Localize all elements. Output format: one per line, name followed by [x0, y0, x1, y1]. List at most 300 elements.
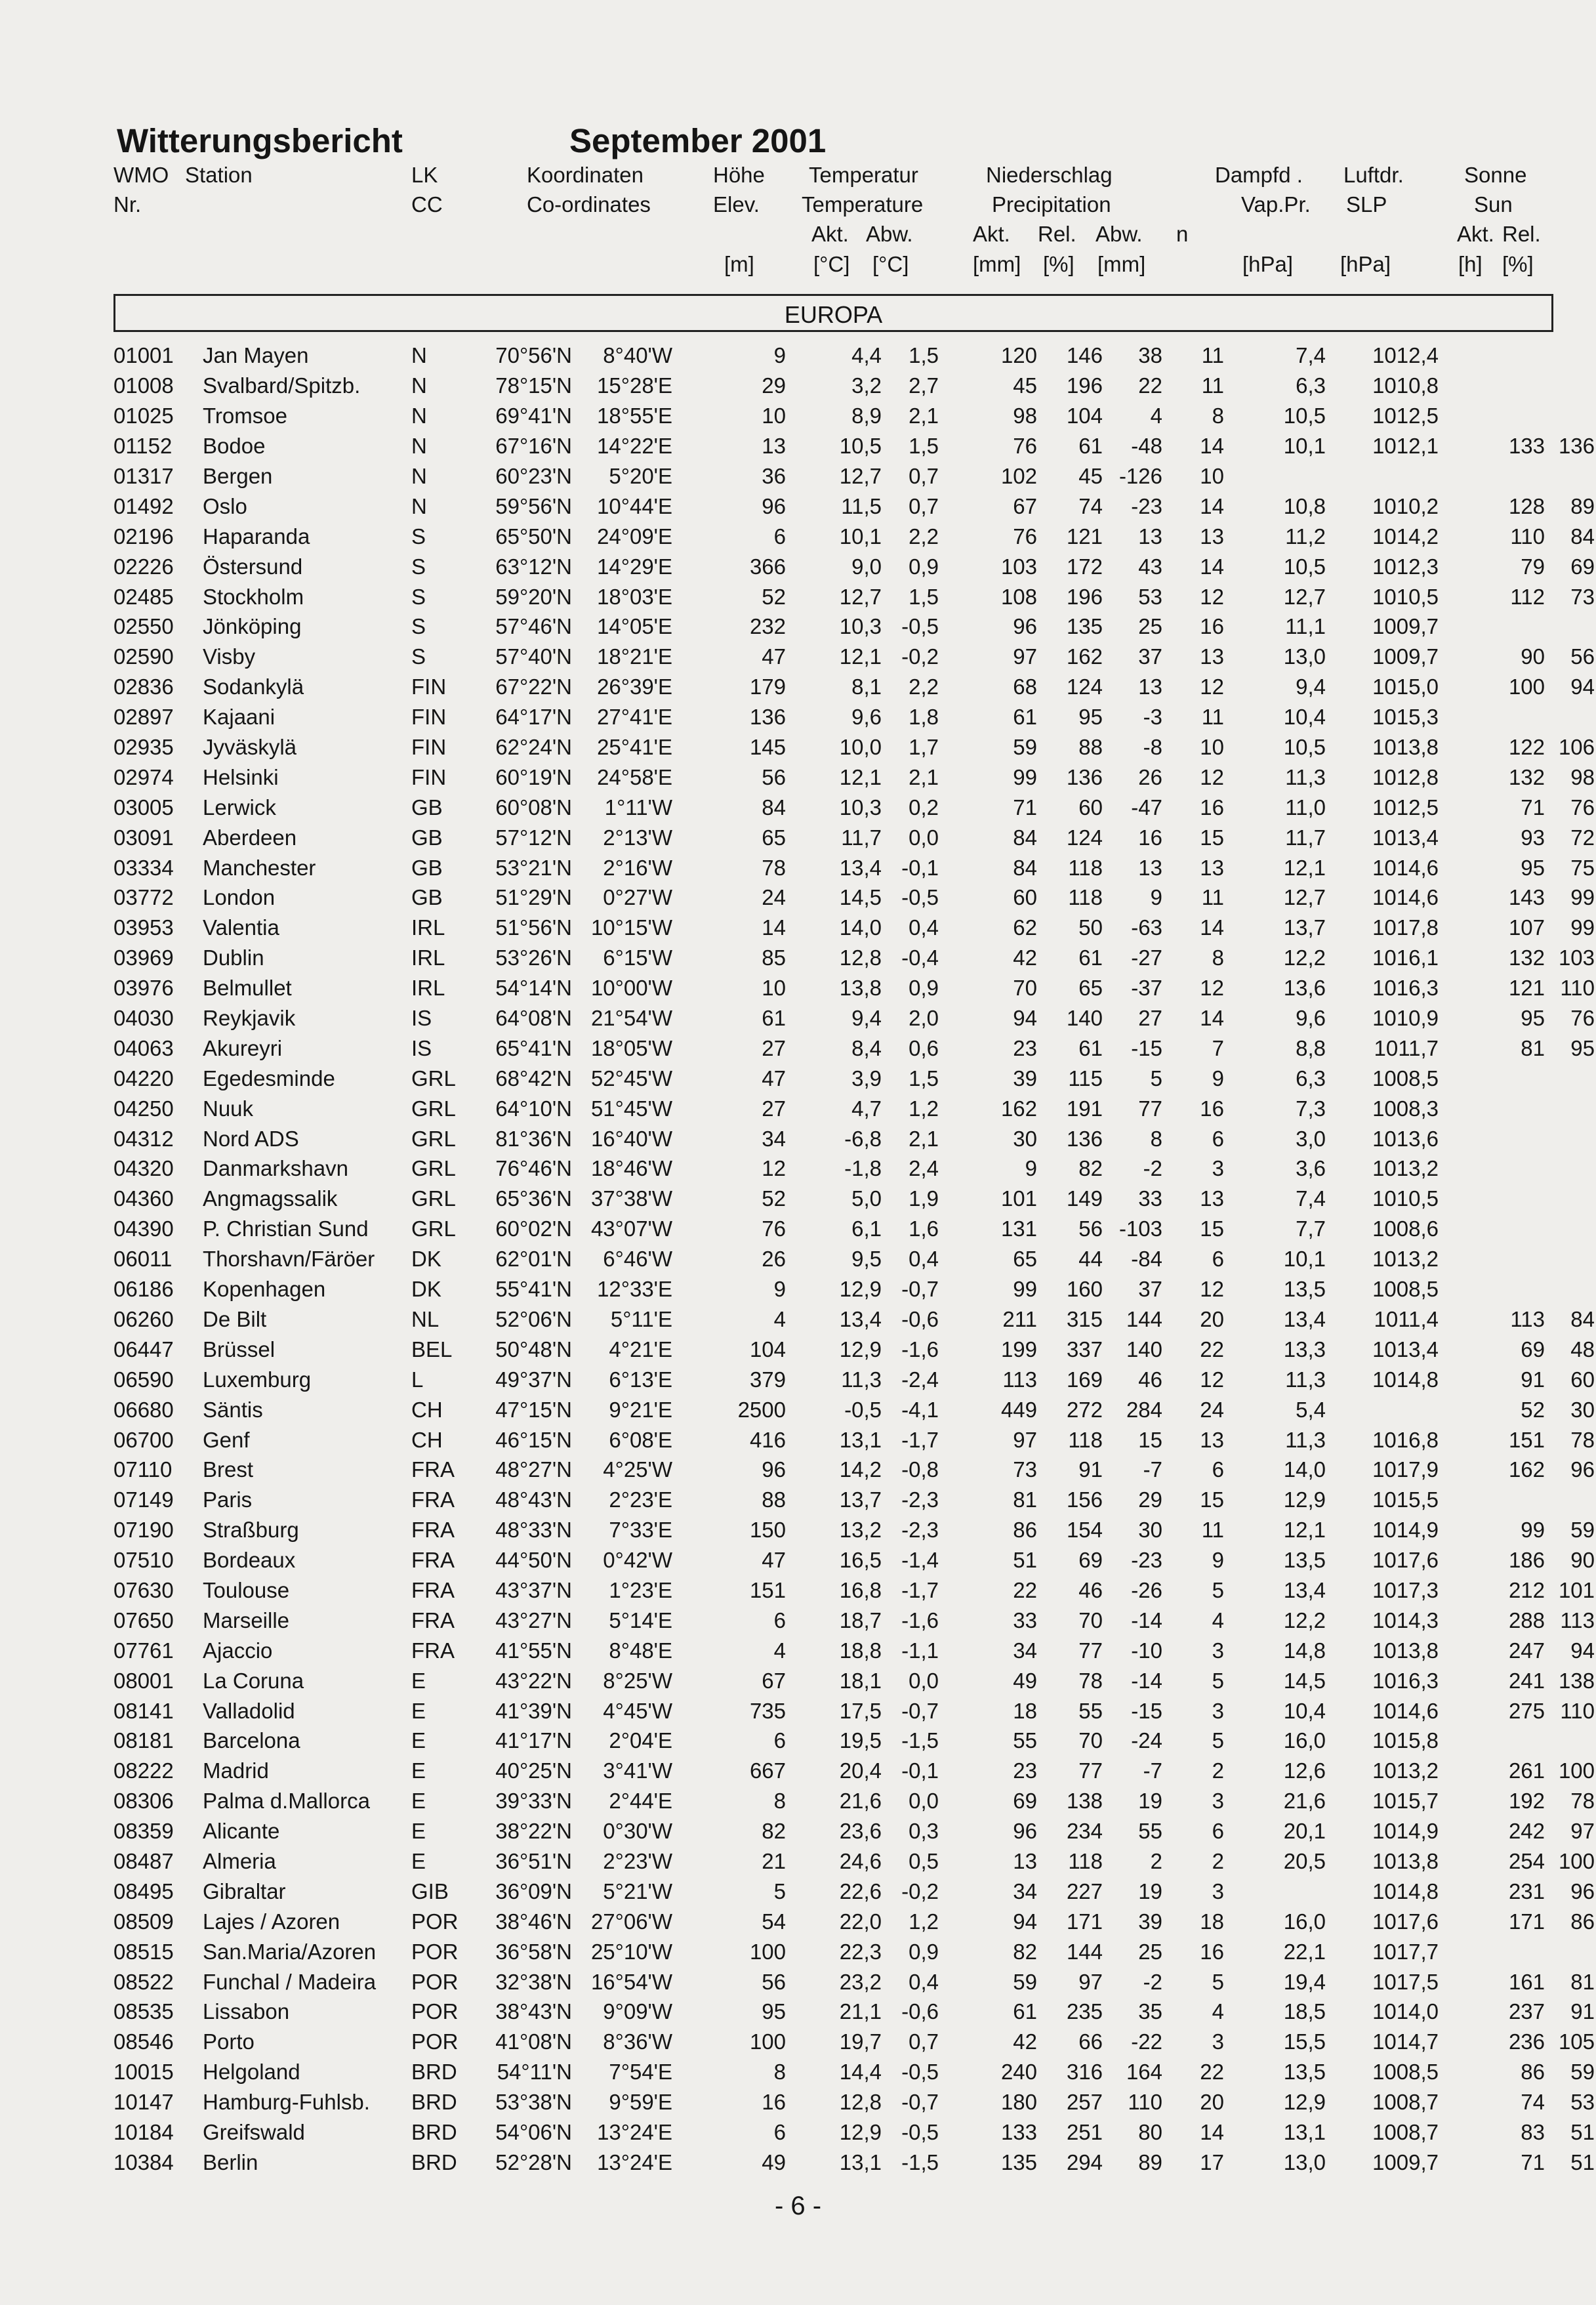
cell-temp-akt: 14,5 [839, 885, 882, 910]
table-row [113, 1274, 1595, 1304]
cell-precip-abw: -47 [1131, 795, 1162, 820]
cell-sun-akt [1439, 1214, 1545, 1244]
cell-lon: 8°48'E [609, 1638, 672, 1663]
cell-elev: 52 [762, 1186, 786, 1211]
hdr-temperatur: Temperatur [809, 163, 918, 187]
cell-sun-akt: 231 [1508, 1879, 1545, 1903]
cell-sun-akt [1439, 1726, 1545, 1756]
cell-elev: 96 [762, 493, 786, 518]
cell-precip-akt: 180 [1000, 2090, 1037, 2115]
cell-precip-akt: 60 [1013, 885, 1037, 910]
table-row [113, 1695, 1595, 1726]
cell-vap-pr: 13,0 [1283, 2149, 1326, 2174]
cell-precip-abw: 2 [1150, 1848, 1162, 1873]
cell-sun-rel [1545, 1274, 1595, 1304]
cell-precip-abw: -7 [1143, 1457, 1162, 1482]
cell-temp-abw: -2,3 [901, 1487, 939, 1512]
table-row [113, 1364, 1595, 1394]
cell-temp-abw: -1,6 [901, 1337, 939, 1361]
cell-elev: 56 [762, 1969, 786, 1994]
cell-precip-akt: 9 [1025, 1156, 1037, 1181]
cell-lat: 44°50'N [495, 1548, 572, 1573]
cell-precip-abw: -10 [1131, 1638, 1162, 1663]
cell-precip-abw: -8 [1143, 735, 1162, 760]
cell-sun-rel [1545, 1123, 1595, 1153]
table-row [113, 1846, 1595, 1877]
cell-wmo: 08535 [113, 1999, 174, 2024]
cell-slp: 1016,8 [1372, 1427, 1439, 1452]
cell-lk: POR [411, 1909, 459, 1934]
cell-wmo: 03976 [113, 976, 174, 1001]
cell-sun-rel: 51 [1570, 2119, 1595, 2144]
cell-wmo: 06590 [113, 1367, 174, 1392]
cell-sun-akt: 100 [1508, 675, 1545, 699]
cell-precip-rel: 124 [1066, 675, 1103, 699]
cell-slp: 1010,5 [1372, 1186, 1439, 1211]
cell-wmo: 08522 [113, 1969, 174, 1994]
cell-precip-abw: 9 [1150, 885, 1162, 910]
cell-sun-rel: 100 [1558, 1848, 1595, 1873]
cell-sun-rel: 106 [1558, 735, 1595, 760]
cell-vap-pr: 13,1 [1283, 2119, 1326, 2144]
cell-wmo: 07630 [113, 1577, 174, 1602]
table-row [113, 1635, 1595, 1665]
cell-slp: 1017,6 [1372, 1909, 1439, 1934]
cell-precip-rel: 55 [1078, 1698, 1103, 1723]
cell-lk: GRL [411, 1066, 456, 1090]
cell-precip-abw: -48 [1131, 434, 1162, 459]
cell-precip-n: 15 [1200, 825, 1224, 850]
cell-precip-abw: 284 [1126, 1397, 1162, 1422]
cell-temp-abw: -0,7 [901, 1698, 939, 1723]
cell-temp-abw: 2,7 [909, 373, 939, 398]
cell-precip-akt: 211 [1002, 1306, 1037, 1331]
table-row [113, 612, 1595, 642]
cell-precip-rel: 45 [1078, 464, 1103, 488]
cell-precip-akt: 55 [1013, 1728, 1037, 1753]
cell-slp: 1010,8 [1372, 373, 1439, 398]
cell-lk: IRL [411, 915, 445, 940]
cell-lon: 18°03'E [597, 584, 672, 609]
table-row [113, 822, 1595, 852]
hdr-unit-c2: [°C] [872, 252, 909, 276]
cell-precip-rel: 138 [1066, 1789, 1103, 1814]
cell-temp-abw: 0,9 [909, 554, 939, 579]
cell-temp-abw: 0,9 [909, 1939, 939, 1964]
cell-lon: 2°23'E [609, 1487, 672, 1512]
cell-wmo: 06700 [113, 1427, 174, 1452]
cell-temp-abw: -0,5 [901, 614, 939, 639]
cell-temp-akt: 13,4 [839, 855, 882, 880]
cell-wmo: 08546 [113, 2029, 174, 2054]
hdr-niederschlag: Niederschlag [986, 163, 1113, 187]
hdr-unit-h: [h] [1458, 252, 1483, 276]
cell-temp-akt: 12,8 [839, 2090, 882, 2115]
cell-lat: 65°41'N [495, 1035, 572, 1060]
cell-precip-rel: 144 [1066, 1939, 1103, 1964]
cell-lat: 57°40'N [495, 644, 572, 669]
cell-precip-rel: 95 [1078, 705, 1103, 730]
table-row [113, 732, 1595, 762]
cell-temp-abw: -0,1 [901, 855, 939, 880]
cell-precip-n: 12 [1200, 976, 1224, 1001]
cell-lk: FRA [411, 1457, 455, 1482]
cell-wmo: 08141 [113, 1698, 174, 1723]
cell-sun-akt: 107 [1508, 915, 1545, 940]
cell-station: Valentia [203, 915, 279, 940]
cell-slp: 1008,5 [1372, 1277, 1439, 1302]
cell-precip-n: 7 [1212, 1035, 1224, 1060]
cell-elev: 6 [773, 2119, 786, 2144]
cell-temp-akt: 9,5 [851, 1247, 882, 1272]
cell-precip-rel: 160 [1066, 1277, 1103, 1302]
table-row [113, 1455, 1595, 1485]
cell-slp: 1015,0 [1372, 675, 1439, 699]
cell-sun-rel [1545, 1063, 1595, 1093]
cell-precip-akt: 99 [1013, 1277, 1037, 1302]
cell-precip-rel: 44 [1078, 1247, 1103, 1272]
cell-sun-akt [1439, 401, 1545, 431]
cell-lat: 60°08'N [495, 795, 572, 820]
cell-station: Brüssel [203, 1337, 276, 1361]
cell-sun-akt: 69 [1521, 1337, 1545, 1361]
cell-sun-rel: 78 [1570, 1789, 1595, 1814]
cell-vap-pr: 11,3 [1285, 1427, 1326, 1452]
cell-lat: 54°06'N [495, 2119, 572, 2144]
cell-temp-abw: -1,7 [901, 1577, 939, 1602]
cell-temp-akt: 11,3 [841, 1367, 882, 1392]
cell-elev: 21 [762, 1848, 786, 1873]
cell-elev: 735 [749, 1698, 786, 1723]
cell-sun-akt: 247 [1508, 1638, 1545, 1663]
cell-precip-n: 16 [1200, 1096, 1224, 1121]
cell-station: Ajaccio [203, 1638, 273, 1663]
cell-sun-akt: 192 [1508, 1789, 1545, 1814]
cell-lat: 50°48'N [495, 1337, 572, 1361]
cell-sun-akt: 95 [1521, 1006, 1545, 1031]
table-row [113, 702, 1595, 732]
table-row [113, 1726, 1595, 1756]
cell-elev: 4 [773, 1306, 786, 1331]
cell-lat: 60°19'N [495, 764, 572, 789]
cell-station: Alicante [203, 1819, 280, 1844]
cell-station: Greifswald [203, 2119, 305, 2144]
cell-precip-akt: 131 [1000, 1216, 1037, 1241]
cell-lk: N [411, 493, 427, 518]
cell-precip-akt: 120 [1000, 343, 1037, 368]
cell-elev: 54 [762, 1909, 786, 1934]
table-row [113, 1334, 1595, 1364]
cell-wmo: 03772 [113, 885, 174, 910]
cell-precip-abw: 13 [1138, 524, 1162, 549]
cell-slp: 1010,9 [1372, 1006, 1439, 1031]
cell-vap-pr: 12,9 [1283, 2090, 1326, 2115]
cell-lk: N [411, 373, 427, 398]
cell-wmo: 01152 [113, 434, 173, 459]
cell-station: De Bilt [203, 1306, 267, 1331]
cell-vap-pr: 8,8 [1296, 1035, 1326, 1060]
cell-wmo: 08495 [113, 1879, 174, 1903]
cell-station: Bergen [203, 464, 273, 488]
cell-slp: 1009,7 [1372, 644, 1439, 669]
cell-vap-pr: 10,1 [1283, 434, 1326, 459]
cell-temp-abw: 0,5 [909, 1848, 939, 1873]
cell-wmo: 01001 [113, 343, 174, 368]
cell-sun-rel [1545, 1184, 1595, 1214]
cell-precip-n: 13 [1200, 855, 1224, 880]
cell-lon: 6°08'E [609, 1427, 672, 1452]
cell-precip-abw: -103 [1118, 1216, 1162, 1241]
table-row [113, 2087, 1595, 2117]
cell-slp: 1017,3 [1372, 1577, 1439, 1602]
cell-precip-abw: 5 [1150, 1066, 1162, 1090]
cell-lk: GRL [411, 1216, 456, 1241]
cell-lk: E [411, 1668, 426, 1693]
cell-elev: 49 [762, 2149, 786, 2174]
cell-lk: FRA [411, 1487, 455, 1512]
cell-temp-abw: 1,8 [909, 705, 939, 730]
cell-precip-n: 13 [1200, 644, 1224, 669]
cell-lk: DK [411, 1277, 441, 1302]
cell-lon: 2°44'E [609, 1789, 672, 1814]
cell-temp-akt: -0,5 [844, 1397, 882, 1422]
cell-elev: 9 [773, 343, 786, 368]
hdr-unit-c1: [°C] [813, 252, 850, 276]
cell-wmo: 02897 [113, 705, 174, 730]
cell-elev: 145 [749, 735, 786, 760]
cell-precip-rel: 60 [1078, 795, 1103, 820]
cell-precip-akt: 103 [1000, 554, 1037, 579]
cell-elev: 10 [762, 404, 786, 428]
cell-sun-rel: 97 [1570, 1819, 1595, 1844]
cell-slp: 1013,8 [1372, 1848, 1439, 1873]
cell-lat: 57°46'N [495, 614, 572, 639]
cell-station: Kopenhagen [203, 1277, 326, 1302]
cell-precip-n: 3 [1212, 1156, 1224, 1181]
cell-sun-akt: 288 [1508, 1608, 1545, 1632]
cell-sun-rel: 51 [1570, 2149, 1595, 2174]
cell-vap-pr: 12,9 [1283, 1487, 1326, 1512]
cell-precip-rel: 65 [1078, 976, 1103, 1001]
cell-lon: 4°25'W [603, 1457, 672, 1482]
cell-lk: BRD [411, 2060, 457, 2085]
cell-temp-akt: 11,5 [841, 493, 882, 518]
cell-precip-n: 6 [1212, 1126, 1224, 1151]
cell-slp: 1013,4 [1372, 1337, 1439, 1361]
hdr-wmo: WMO [113, 163, 169, 187]
cell-precip-abw: 110 [1128, 2090, 1162, 2115]
cell-temp-abw: 2,1 [909, 764, 939, 789]
table-row [113, 1936, 1595, 1966]
cell-temp-akt: 12,7 [839, 584, 882, 609]
table-row [113, 672, 1595, 702]
cell-temp-abw: 0,6 [909, 1035, 939, 1060]
cell-elev: 65 [762, 825, 786, 850]
cell-lat: 76°46'N [495, 1156, 572, 1181]
cell-precip-rel: 77 [1078, 1758, 1103, 1783]
cell-lon: 6°13'E [609, 1367, 672, 1392]
cell-vap-pr: 10,5 [1283, 554, 1326, 579]
cell-elev: 27 [762, 1035, 786, 1060]
cell-precip-akt: 449 [1000, 1397, 1037, 1422]
cell-precip-abw: 43 [1138, 554, 1162, 579]
table-row [113, 1394, 1595, 1424]
cell-wmo: 02485 [113, 584, 174, 609]
cell-precip-abw: -63 [1131, 915, 1162, 940]
cell-slp: 1012,8 [1372, 764, 1439, 789]
cell-precip-akt: 113 [1002, 1367, 1037, 1392]
cell-temp-abw: -2,4 [901, 1367, 939, 1392]
cell-lk: IRL [411, 976, 445, 1001]
cell-temp-akt: 22,3 [839, 1939, 882, 1964]
cell-sun-rel [1545, 1214, 1595, 1244]
cell-slp: 1013,2 [1372, 1247, 1439, 1272]
cell-precip-abw: 140 [1126, 1337, 1162, 1361]
cell-sun-rel: 91 [1570, 1999, 1595, 2024]
cell-lat: 51°29'N [495, 885, 572, 910]
cell-precip-n: 8 [1212, 404, 1224, 428]
cell-wmo: 07650 [113, 1608, 174, 1632]
cell-lat: 65°36'N [495, 1186, 572, 1211]
cell-wmo: 08515 [113, 1939, 174, 1964]
cell-precip-n: 17 [1200, 2149, 1224, 2174]
cell-sun-rel: 76 [1570, 795, 1595, 820]
cell-precip-akt: 65 [1013, 1247, 1037, 1272]
cell-vap-pr: 15,5 [1283, 2029, 1326, 2054]
hdr-dampfdruck: Dampfd . [1215, 163, 1303, 187]
cell-vap-pr: 13,4 [1283, 1577, 1326, 1602]
cell-lat: 62°01'N [495, 1247, 572, 1272]
cell-precip-rel: 294 [1066, 2149, 1103, 2174]
cell-station: P. Christian Sund [203, 1216, 369, 1241]
cell-vap-pr: 19,4 [1283, 1969, 1326, 1994]
cell-temp-akt: 12,9 [839, 1337, 882, 1361]
cell-sun-rel: 69 [1570, 554, 1595, 579]
cell-sun-akt [1439, 1274, 1545, 1304]
cell-lk: GB [411, 795, 443, 820]
cell-lon: 0°27'W [603, 885, 672, 910]
cell-lon: 10°44'E [597, 493, 672, 518]
table-row [113, 2057, 1595, 2087]
cell-precip-akt: 101 [1000, 1186, 1037, 1211]
cell-lk: GRL [411, 1126, 456, 1151]
cell-sun-rel: 99 [1570, 915, 1595, 940]
cell-precip-n: 16 [1200, 614, 1224, 639]
cell-precip-n: 6 [1212, 1457, 1224, 1482]
cell-temp-abw: -0,6 [901, 1999, 939, 2024]
cell-elev: 47 [762, 1066, 786, 1090]
cell-elev: 24 [762, 885, 786, 910]
cell-lk: E [411, 1698, 426, 1723]
cell-lon: 4°21'E [609, 1337, 672, 1361]
cell-precip-n: 11 [1201, 885, 1224, 910]
cell-lk: N [411, 404, 427, 428]
cell-temp-akt: 10,3 [839, 795, 882, 820]
cell-precip-n: 22 [1200, 2060, 1224, 2085]
cell-lat: 49°37'N [495, 1367, 572, 1392]
hdr-cc: CC [411, 192, 443, 217]
cell-station: Säntis [203, 1397, 263, 1422]
cell-lon: 5°14'E [609, 1608, 672, 1632]
cell-precip-rel: 272 [1066, 1397, 1103, 1422]
cell-sun-rel [1545, 371, 1595, 401]
cell-wmo: 01317 [113, 464, 174, 488]
cell-elev: 366 [749, 554, 786, 579]
cell-precip-abw: 15 [1138, 1427, 1162, 1452]
cell-lk: FRA [411, 1548, 455, 1573]
cell-precip-abw: 55 [1138, 1819, 1162, 1844]
cell-elev: 52 [762, 584, 786, 609]
cell-slp: 1014,6 [1372, 1698, 1439, 1723]
cell-elev: 36 [762, 464, 786, 488]
cell-temp-abw: 0,0 [909, 825, 939, 850]
cell-lat: 46°15'N [495, 1427, 572, 1452]
cell-lk: E [411, 1819, 426, 1844]
cell-sun-akt [1439, 341, 1545, 371]
cell-precip-rel: 251 [1066, 2119, 1103, 2144]
cell-station: Hamburg-Fuhlsb. [203, 2090, 370, 2115]
cell-wmo: 03953 [113, 915, 174, 940]
cell-precip-abw: -23 [1131, 1548, 1162, 1573]
cell-wmo: 04390 [113, 1216, 174, 1241]
cell-lk: E [411, 1728, 426, 1753]
cell-temp-akt: 10,3 [839, 614, 882, 639]
cell-vap-pr: 12,2 [1283, 1608, 1326, 1632]
cell-elev: 6 [773, 524, 786, 549]
hdr-unit-hpa1: [hPa] [1242, 252, 1294, 276]
cell-precip-abw: -2 [1143, 1969, 1162, 1994]
hdr-precip-n: n [1176, 222, 1189, 246]
hdr-hoehe: Höhe [713, 163, 765, 187]
cell-sun-akt [1439, 1485, 1545, 1515]
table-row [113, 943, 1595, 973]
cell-station: Jyväskylä [203, 735, 297, 760]
cell-temp-akt: 12,1 [839, 644, 882, 669]
cell-sun-rel: 110 [1560, 976, 1595, 1001]
cell-precip-n: 4 [1212, 1999, 1224, 2024]
table-row [113, 973, 1595, 1003]
cell-lon: 5°11'E [610, 1306, 672, 1331]
cell-vap-pr: 10,8 [1283, 493, 1326, 518]
cell-precip-abw: 164 [1126, 2060, 1162, 2085]
cell-station: Bordeaux [203, 1548, 296, 1573]
table-row [113, 642, 1595, 672]
cell-lat: 67°22'N [495, 675, 572, 699]
cell-sun-akt: 99 [1521, 1518, 1545, 1543]
cell-precip-rel: 118 [1068, 1427, 1103, 1452]
cell-temp-abw: -1,5 [901, 1728, 939, 1753]
cell-temp-abw: -0,6 [901, 1306, 939, 1331]
cell-lat: 38°46'N [495, 1909, 572, 1934]
cell-sun-rel: 110 [1560, 1698, 1595, 1723]
table-row [113, 1575, 1595, 1606]
cell-wmo: 03091 [113, 825, 174, 850]
cell-lat: 54°11'N [497, 2060, 572, 2085]
cell-precip-n: 20 [1200, 2090, 1224, 2115]
cell-elev: 416 [749, 1427, 786, 1452]
cell-sun-rel: 78 [1570, 1427, 1595, 1452]
cell-temp-abw: 1,5 [909, 584, 939, 609]
cell-wmo: 08222 [113, 1758, 174, 1783]
cell-precip-rel: 61 [1078, 945, 1103, 970]
cell-sun-rel: 95 [1570, 1035, 1595, 1060]
table-row [113, 1515, 1595, 1545]
cell-lat: 41°55'N [495, 1638, 572, 1663]
table-row [113, 491, 1595, 521]
table-row [113, 521, 1595, 551]
cell-precip-abw: 27 [1138, 1006, 1162, 1031]
cell-vap-pr: 12,7 [1283, 584, 1326, 609]
